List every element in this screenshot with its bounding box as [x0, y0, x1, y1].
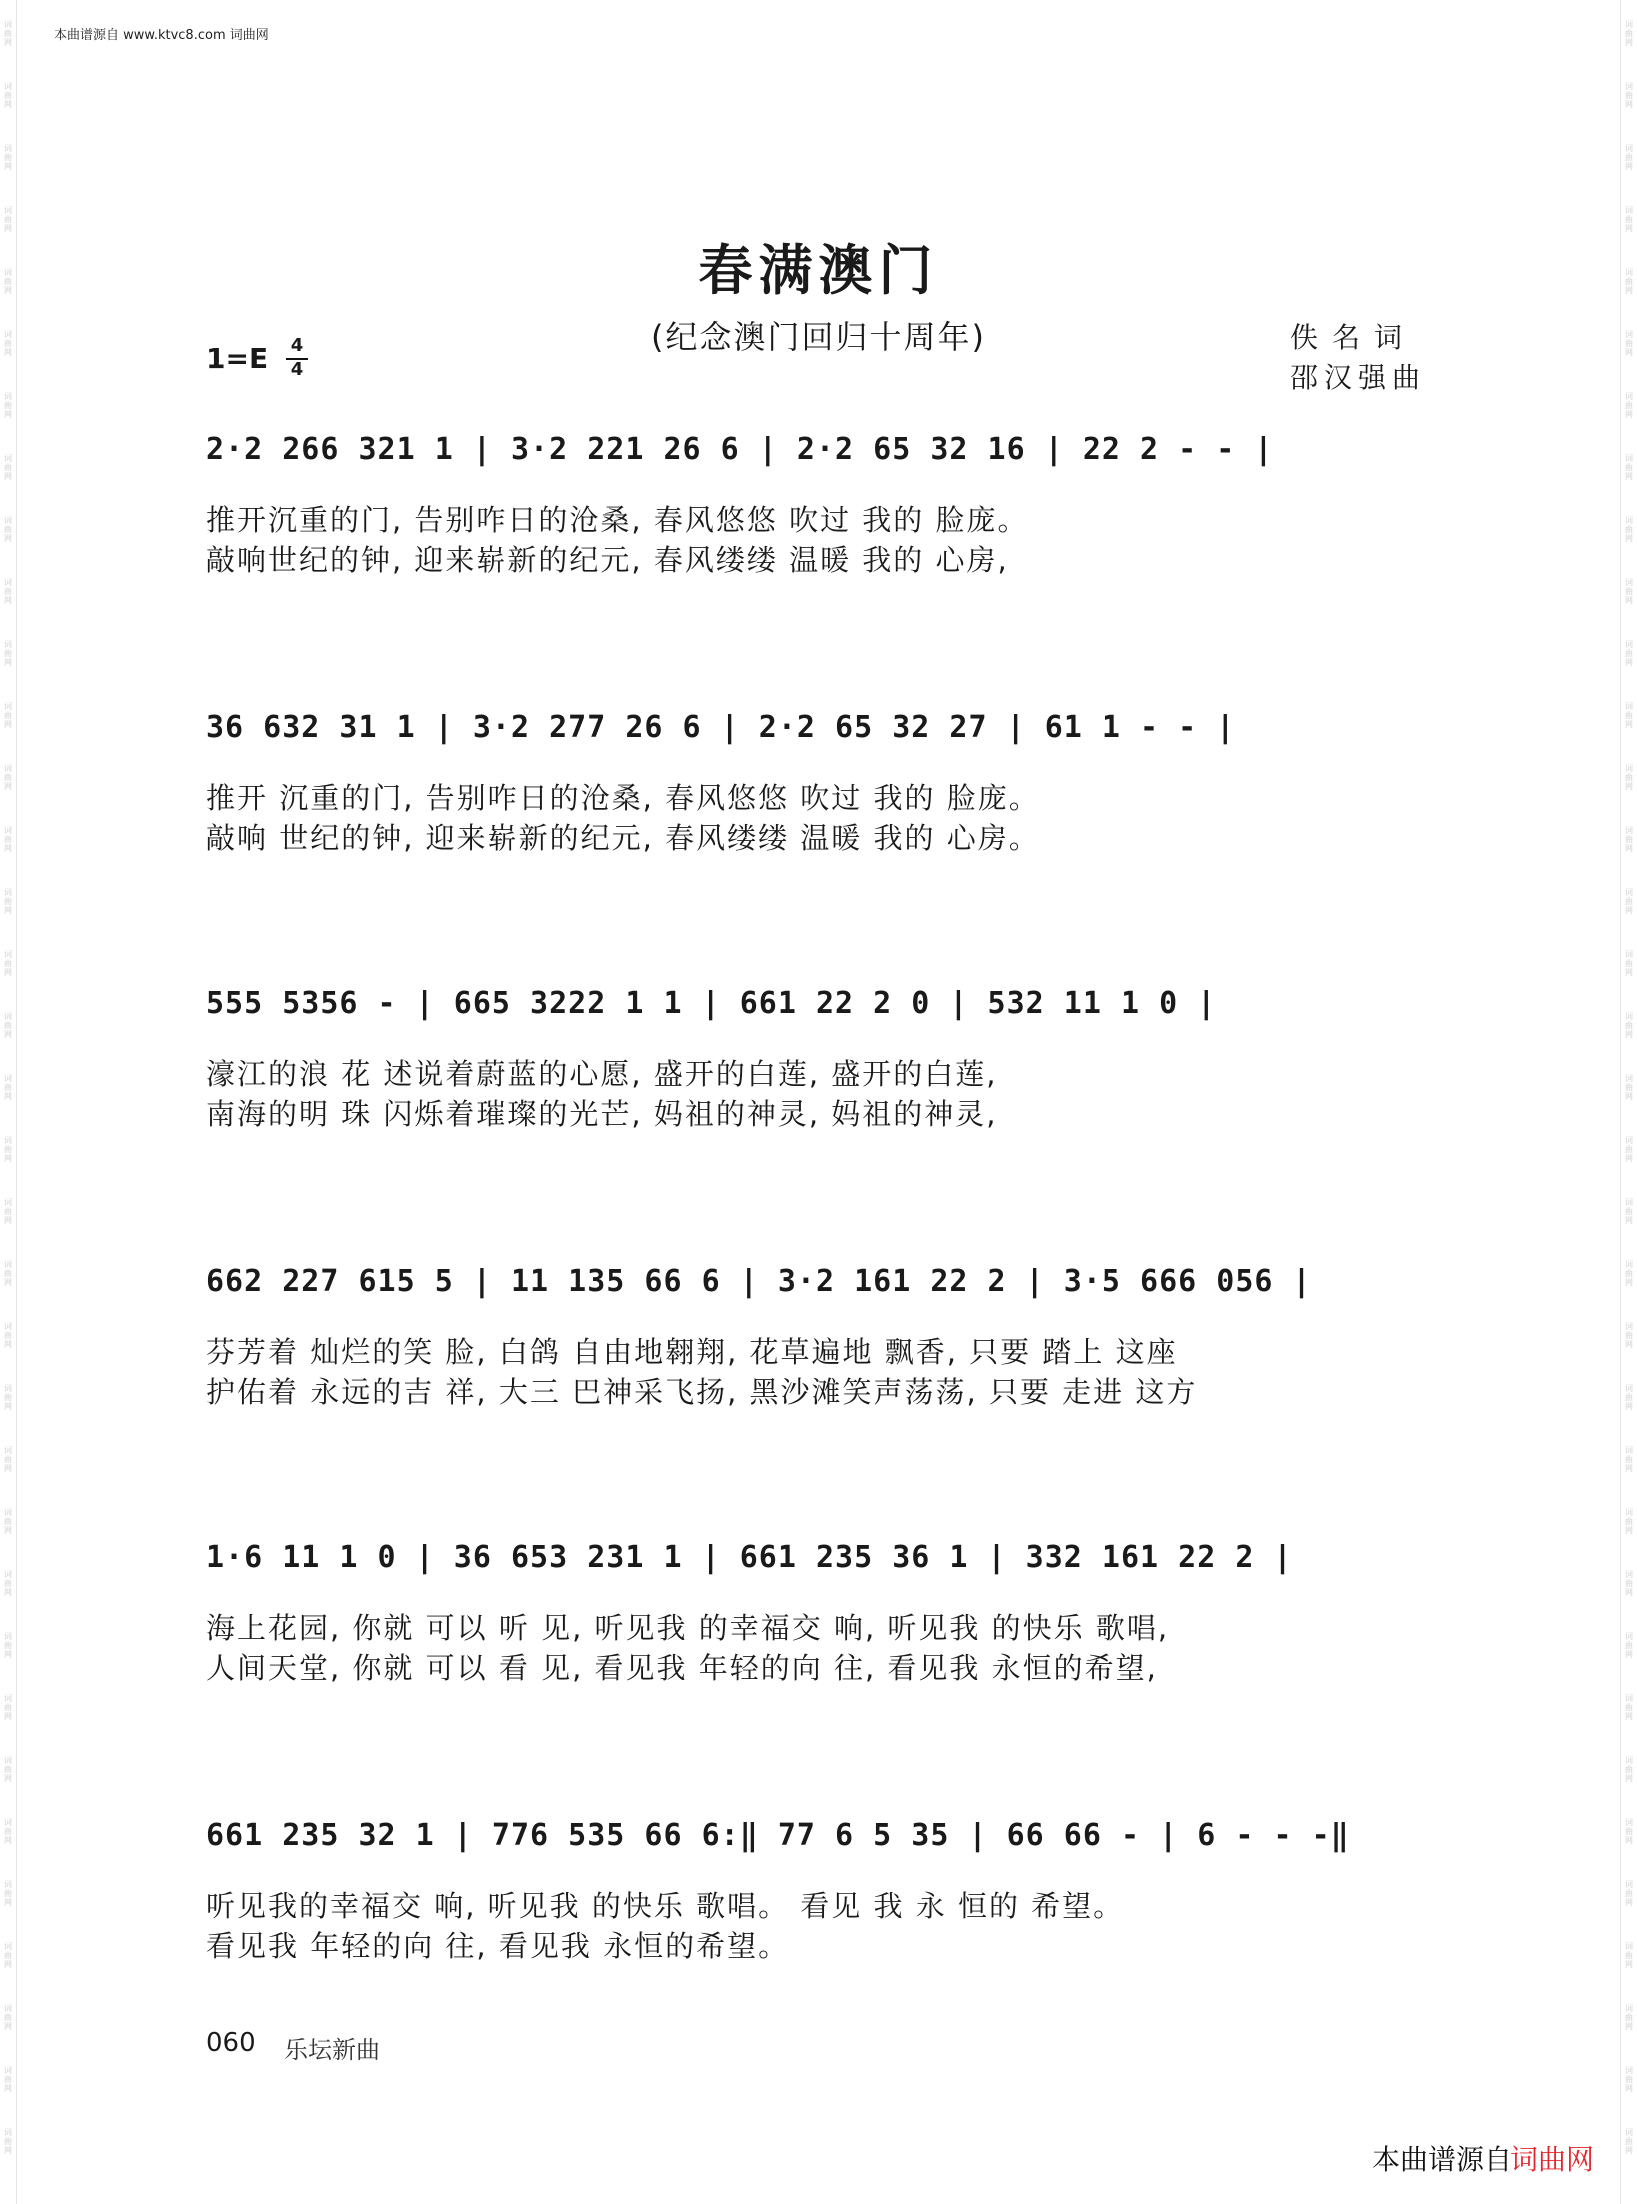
lyrics-line-5-verse-1: 海上花园, 你就 可以 听 见, 听见我 的幸福交 响, 听见我 的快乐 歌唱,	[206, 1611, 1170, 1645]
notation-notes: 1·6 11 1 0 | 36 653 231 1 | 661 235 36 1 | 332 161 22 2 |	[206, 1540, 1293, 1575]
side-watermark-mark: 词曲网	[4, 392, 12, 419]
side-watermark-mark: 词曲网	[1625, 950, 1633, 977]
side-watermark-mark: 词曲网	[4, 1136, 12, 1163]
side-watermark-mark: 词曲网	[1625, 640, 1633, 667]
composer-credit: 邵汉强曲	[1290, 361, 1427, 394]
side-watermark-mark: 词曲网	[1625, 454, 1633, 481]
song-title: 春满澳门	[698, 238, 939, 302]
side-watermark-mark: 词曲网	[1625, 1260, 1633, 1287]
side-watermark-mark: 词曲网	[4, 1880, 12, 1907]
lyrics-line-1-verse-1: 推开沉重的门, 告别咋日的沧桑, 春风悠悠 吹过 我的 脸庞。	[206, 503, 1029, 537]
side-watermark-mark: 词曲网	[4, 330, 12, 357]
side-watermark-mark: 词曲网	[1625, 1570, 1633, 1597]
side-watermark-mark: 词曲网	[1625, 1198, 1633, 1225]
side-watermark-mark: 词曲网	[1625, 1818, 1633, 1845]
side-watermark-mark: 词曲网	[1625, 1322, 1633, 1349]
side-watermark-mark: 词曲网	[1625, 206, 1633, 233]
side-watermark-mark: 词曲网	[4, 2066, 12, 2093]
side-watermark-mark: 词曲网	[4, 1260, 12, 1287]
side-watermark-mark: 词曲网	[4, 1508, 12, 1535]
side-watermark-mark: 词曲网	[1625, 144, 1633, 171]
side-watermark-mark: 词曲网	[1625, 516, 1633, 543]
lyricist-credit: 佚名词	[1290, 321, 1417, 354]
side-watermark-mark: 词曲网	[4, 1818, 12, 1845]
side-watermark-mark: 词曲网	[4, 1632, 12, 1659]
lyrics-line-6-verse-1: 听见我的幸福交 响, 听见我 的快乐 歌唱。 看见 我 永 恒的 希望。	[206, 1889, 1125, 1923]
notation-line-2	[206, 670, 1426, 780]
time-signature-top: 4	[290, 335, 304, 356]
side-watermark-mark: 词曲网	[4, 578, 12, 605]
column-name: 乐坛新曲	[284, 2036, 380, 2064]
side-watermark-mark: 词曲网	[4, 206, 12, 233]
side-watermark-mark: 词曲网	[1625, 2004, 1633, 2031]
song-subtitle: (纪念澳门回归十周年)	[651, 318, 986, 356]
side-watermark-mark: 词曲网	[1625, 1136, 1633, 1163]
page-number: 060	[206, 2028, 256, 2058]
side-watermark-mark: 词曲网	[1625, 1074, 1633, 1101]
side-watermark-mark: 词曲网	[4, 2128, 12, 2155]
lyrics-line-2-verse-2: 敲响 世纪的钟, 迎来崭新的纪元, 春风缕缕 温暖 我的 心房。	[206, 821, 1040, 855]
side-watermark-mark: 词曲网	[4, 1074, 12, 1101]
notation-line-4	[206, 1224, 1426, 1334]
side-watermark-mark: 词曲网	[1625, 1446, 1633, 1473]
side-watermark-mark: 词曲网	[1625, 1508, 1633, 1535]
notation-notes: 555 5356 - | 665 3222 1 1 | 661 22 2 0 | 532 11 1 0 |	[206, 986, 1217, 1021]
side-watermark-mark: 词曲网	[1625, 888, 1633, 915]
side-watermark-mark: 词曲网	[4, 702, 12, 729]
side-watermark-mark: 词曲网	[4, 144, 12, 171]
side-watermark-mark: 词曲网	[4, 1756, 12, 1783]
key-signature: 1=E	[206, 342, 269, 375]
header-source-text: 本曲谱源自 www.ktvc8.com 词曲网	[54, 28, 269, 43]
side-watermark-mark: 词曲网	[4, 1446, 12, 1473]
side-watermark-mark: 词曲网	[4, 1198, 12, 1225]
side-watermark-mark: 词曲网	[4, 1012, 12, 1039]
lyrics-line-3-verse-1: 濠江的浪 花 述说着蔚蓝的心愿, 盛开的白莲, 盛开的白莲,	[206, 1057, 998, 1091]
side-watermark-mark: 词曲网	[1625, 702, 1633, 729]
side-watermark-mark: 词曲网	[1625, 2066, 1633, 2093]
lyrics-line-5-verse-2: 人间天堂, 你就 可以 看 见, 看见我 年轻的向 往, 看见我 永恒的希望,	[206, 1651, 1158, 1685]
notation-notes: 36 632 31 1 | 3·2 277 26 6 | 2·2 65 32 27 | 61 1 - - |	[206, 710, 1236, 745]
side-watermark-mark: 词曲网	[4, 764, 12, 791]
side-watermark-mark: 词曲网	[1625, 82, 1633, 109]
lyrics-line-4-verse-2: 护佑着 永远的吉 祥, 大三 巴神采飞扬, 黑沙滩笑声荡荡, 只要 走进 这方	[206, 1375, 1198, 1409]
notation-line-1	[206, 392, 1426, 502]
side-watermark-mark: 词曲网	[4, 950, 12, 977]
side-watermark-mark: 词曲网	[4, 826, 12, 853]
lyrics-line-2-verse-1: 推开 沉重的门, 告别咋日的沧桑, 春风悠悠 吹过 我的 脸庞。	[206, 781, 1040, 815]
side-watermark-mark: 词曲网	[4, 20, 12, 47]
side-watermark-mark: 词曲网	[4, 516, 12, 543]
side-watermark-mark: 词曲网	[1625, 1942, 1633, 1969]
side-watermark-mark: 词曲网	[4, 82, 12, 109]
side-watermark-mark: 词曲网	[1625, 392, 1633, 419]
side-watermark-mark: 词曲网	[1625, 20, 1633, 47]
side-watermark-mark: 词曲网	[1625, 1384, 1633, 1411]
side-watermark-mark: 词曲网	[4, 1322, 12, 1349]
side-watermark-mark: 词曲网	[4, 640, 12, 667]
side-watermark-mark: 词曲网	[4, 454, 12, 481]
side-watermark-mark: 词曲网	[1625, 268, 1633, 295]
side-watermark-mark: 词曲网	[1625, 1632, 1633, 1659]
notation-line-5	[206, 1500, 1426, 1610]
lyrics-line-6-verse-2: 看见我 年轻的向 往, 看见我 永恒的希望。	[206, 1929, 790, 1963]
side-watermark-mark: 词曲网	[4, 1570, 12, 1597]
lyrics-line-3-verse-2: 南海的明 珠 闪烁着璀璨的光芒, 妈祖的神灵, 妈祖的神灵,	[206, 1097, 998, 1131]
notation-notes: 662 227 615 5 | 11 135 66 6 | 3·2 161 22 2 | 3·5 666 056 |	[206, 1264, 1312, 1299]
lyrics-line-1-verse-2: 敲响世纪的钟, 迎来崭新的纪元, 春风缕缕 温暖 我的 心房,	[206, 543, 1009, 577]
footer-source-label: 本曲谱源自	[1372, 2143, 1513, 2176]
side-watermark-mark: 词曲网	[1625, 2128, 1633, 2155]
side-watermark-mark: 词曲网	[1625, 330, 1633, 357]
side-watermark-mark: 词曲网	[4, 888, 12, 915]
side-watermark-mark: 词曲网	[4, 1942, 12, 1969]
side-watermark-mark: 词曲网	[1625, 1756, 1633, 1783]
notation-notes: 2·2 266 321 1 | 3·2 221 26 6 | 2·2 65 32 16 | 22 2 - - |	[206, 432, 1274, 467]
side-watermark-mark: 词曲网	[1625, 1012, 1633, 1039]
side-watermark-mark: 词曲网	[1625, 1880, 1633, 1907]
lyrics-line-4-verse-1: 芬芳着 灿烂的笑 脸, 白鸽 自由地翱翔, 花草遍地 飘香, 只要 踏上 这座	[206, 1335, 1178, 1369]
time-signature-bottom: 4	[286, 358, 308, 380]
side-watermark-mark: 词曲网	[4, 1694, 12, 1721]
side-watermark-mark: 词曲网	[1625, 1694, 1633, 1721]
notation-notes: 661 235 32 1 | 776 535 66 6:‖ 77 6 5 35 | 66 66 - | 6 - - -‖	[206, 1818, 1350, 1853]
side-watermark-mark: 词曲网	[4, 268, 12, 295]
side-watermark-mark: 词曲网	[1625, 578, 1633, 605]
side-watermark-mark: 词曲网	[4, 1384, 12, 1411]
footer-site-name[interactable]: 词曲网	[1510, 2143, 1595, 2176]
side-watermark-mark: 词曲网	[1625, 764, 1633, 791]
notation-line-3	[206, 946, 1426, 1056]
side-watermark-mark: 词曲网	[4, 2004, 12, 2031]
side-watermark-mark: 词曲网	[1625, 826, 1633, 853]
notation-line-6	[206, 1778, 1426, 1888]
